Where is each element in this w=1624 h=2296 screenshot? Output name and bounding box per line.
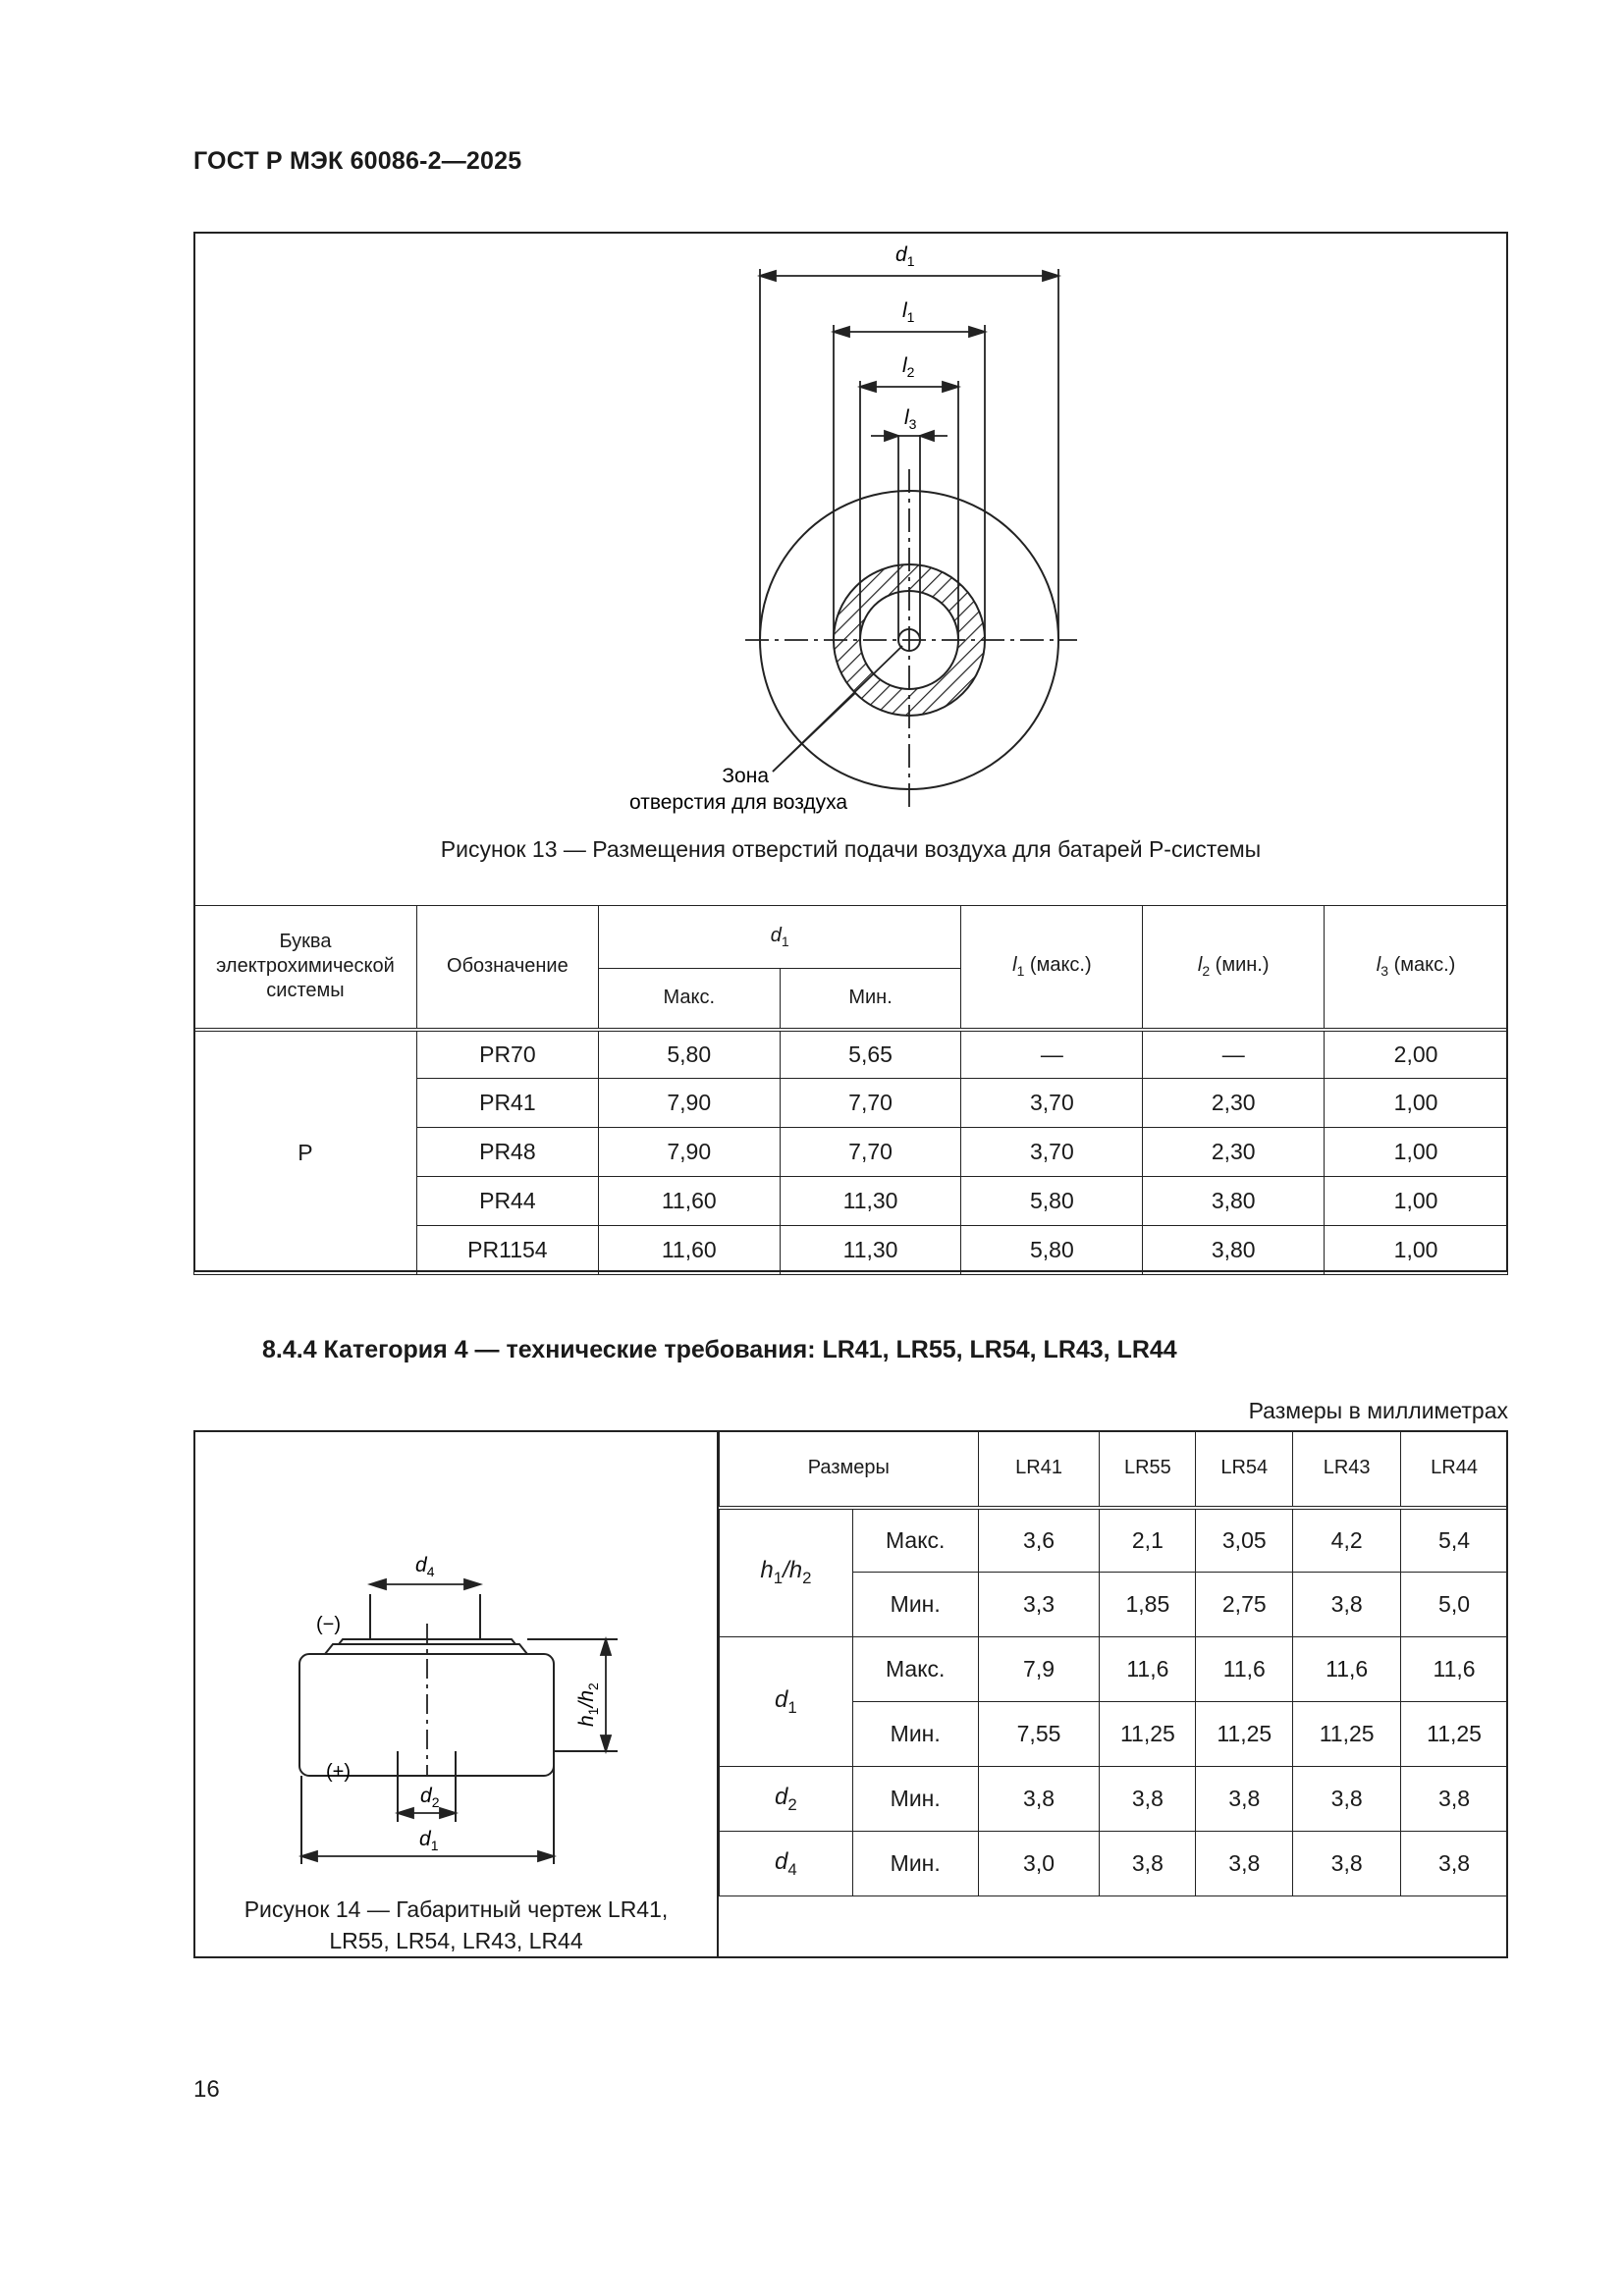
figure14-caption: Рисунок 14 — Габаритный чертеж LR41, LR55, LR54, LR43, LR44 (244, 1896, 669, 1953)
cell: 7,9 (978, 1637, 1100, 1702)
page-number: 16 (193, 2076, 220, 2103)
empty-cell (720, 1896, 1508, 1959)
group-label-d4: $d_4$ (720, 1832, 853, 1896)
plus-terminal-label: (+) (326, 1761, 351, 1783)
cell: 5,65 (780, 1030, 961, 1079)
table-row (720, 1508, 1508, 1573)
figure13-table-frame (193, 232, 1508, 1272)
th-l2: $l_2$ (мин.) (1143, 906, 1325, 1030)
figure14-drawing (195, 1432, 717, 1894)
cell: 3,8 (1100, 1832, 1196, 1896)
cell: 11,30 (780, 1177, 961, 1226)
th-col: LR44 (1401, 1431, 1508, 1508)
cell: — (1143, 1030, 1325, 1079)
cell: PR1154 (416, 1226, 598, 1275)
d2-dim-label: $d_2$ (420, 1785, 440, 1810)
cell: Макс. (852, 1508, 978, 1573)
cell: 3,8 (1196, 1767, 1293, 1832)
cell: — (961, 1030, 1143, 1079)
th-col: LR43 (1293, 1431, 1401, 1508)
zone-label-line2: отверстия для воздуха (629, 791, 848, 814)
cell: 3,8 (1293, 1573, 1401, 1637)
table-row (720, 1767, 1508, 1832)
cell: 11,6 (1401, 1637, 1508, 1702)
th-d1: $d_1$ (598, 906, 961, 969)
cell: 3,8 (1196, 1832, 1293, 1896)
cell: 3,8 (1293, 1767, 1401, 1832)
th-col: LR55 (1100, 1431, 1196, 1508)
zone-label-line1: Зона (722, 765, 769, 787)
figure13-caption: Рисунок 13 — Размещения отверстий подачи воздуха для батарей Р-системы (440, 836, 1262, 862)
cell: 11,25 (1293, 1702, 1401, 1767)
th-d1-max: Макс. (598, 969, 780, 1030)
cell: 3,8 (1100, 1767, 1196, 1832)
cell: 5,80 (961, 1226, 1143, 1275)
cell: 5,80 (598, 1030, 780, 1079)
cell: 7,70 (780, 1128, 961, 1177)
th-d1-min: Мин. (780, 969, 961, 1030)
cell: 3,6 (978, 1508, 1100, 1573)
d1-dim-label-fig14: $d_1$ (419, 1828, 439, 1853)
th-designation: Обозначение (416, 906, 598, 1030)
document-header: ГОСТ Р МЭК 60086-2—2025 (193, 147, 522, 175)
cell: Макс. (852, 1637, 978, 1702)
cell: 3,70 (961, 1128, 1143, 1177)
cell: 11,6 (1100, 1637, 1196, 1702)
d1-dim-label: $d_1$ (895, 243, 915, 269)
cell: 11,60 (598, 1177, 780, 1226)
empty-row (720, 1896, 1508, 1959)
cell: PR44 (416, 1177, 598, 1226)
table-pr-air-holes (193, 905, 1508, 1275)
cell: 11,25 (1401, 1702, 1508, 1767)
minus-terminal-label: (−) (316, 1614, 341, 1635)
l1-dim-label: $l_1$ (902, 299, 915, 325)
figure13-drawing (195, 234, 1506, 911)
group-label-h1h2: $h_1/h_2$ (720, 1508, 853, 1637)
cell: Мин. (852, 1767, 978, 1832)
cell: 1,00 (1325, 1226, 1508, 1275)
cell: 7,90 (598, 1079, 780, 1128)
cell: PR70 (416, 1030, 598, 1079)
cell: 11,30 (780, 1226, 961, 1275)
table-row (720, 1637, 1508, 1702)
figure14-table-frame (193, 1430, 1508, 1958)
cell: Мин. (852, 1832, 978, 1896)
cell: 1,00 (1325, 1079, 1508, 1128)
cell: 1,00 (1325, 1128, 1508, 1177)
system-letter-cell: Р (194, 1030, 417, 1275)
cell: Мин. (852, 1702, 978, 1767)
th-col: LR54 (1196, 1431, 1293, 1508)
table-row (194, 1030, 1508, 1079)
table-lr-dimensions (719, 1430, 1508, 1959)
cell: 3,80 (1143, 1226, 1325, 1275)
cell: PR41 (416, 1079, 598, 1128)
cell: 2,30 (1143, 1128, 1325, 1177)
cell: 3,8 (978, 1767, 1100, 1832)
cell: 2,30 (1143, 1079, 1325, 1128)
figure14-cell (195, 1432, 719, 1956)
cell: 5,80 (961, 1177, 1143, 1226)
cell: 2,75 (1196, 1573, 1293, 1637)
cell: 2,1 (1100, 1508, 1196, 1573)
cell: 5,4 (1401, 1508, 1508, 1573)
cell: 3,8 (1401, 1832, 1508, 1896)
cell: 4,2 (1293, 1508, 1401, 1573)
cell: 7,70 (780, 1079, 961, 1128)
cell: 3,80 (1143, 1177, 1325, 1226)
cell: 5,0 (1401, 1573, 1508, 1637)
d4-dim-label: $d_4$ (415, 1554, 435, 1579)
cell: 3,0 (978, 1832, 1100, 1896)
cell: 1,00 (1325, 1177, 1508, 1226)
units-note: Размеры в миллиметрах (1248, 1398, 1508, 1423)
th-col: LR41 (978, 1431, 1100, 1508)
cell: 1,85 (1100, 1573, 1196, 1637)
group-label-d1: $d_1$ (720, 1637, 853, 1767)
cell: 3,8 (1293, 1832, 1401, 1896)
cell: 11,25 (1100, 1702, 1196, 1767)
cell: Мин. (852, 1573, 978, 1637)
h1-h2-dim-label: $h_1/h_2$ (575, 1682, 601, 1727)
cell: 3,05 (1196, 1508, 1293, 1573)
cell: 11,25 (1196, 1702, 1293, 1767)
l3-dim-label: $l_3$ (904, 406, 917, 432)
section-heading: 8.4.4 Категория 4 — технические требования: LR41, LR55, LR54, LR43, LR44 (262, 1336, 1177, 1363)
th-letter: Буква электрохимической системы (194, 906, 417, 1030)
cell: 3,70 (961, 1079, 1143, 1128)
cell: PR48 (416, 1128, 598, 1177)
cell: 7,90 (598, 1128, 780, 1177)
cell: 3,3 (978, 1573, 1100, 1637)
th-l3: $l_3$ (макс.) (1325, 906, 1508, 1030)
cell: 7,55 (978, 1702, 1100, 1767)
th-dimensions: Размеры (720, 1431, 979, 1508)
cell: 11,6 (1293, 1637, 1401, 1702)
group-label-d2: $d_2$ (720, 1767, 853, 1832)
th-l1: $l_1$ (макс.) (961, 906, 1143, 1030)
l2-dim-label: $l_2$ (902, 354, 915, 380)
cell: 2,00 (1325, 1030, 1508, 1079)
cell: 11,60 (598, 1226, 780, 1275)
cell: 3,8 (1401, 1767, 1508, 1832)
cell: 11,6 (1196, 1637, 1293, 1702)
table-row (720, 1832, 1508, 1896)
